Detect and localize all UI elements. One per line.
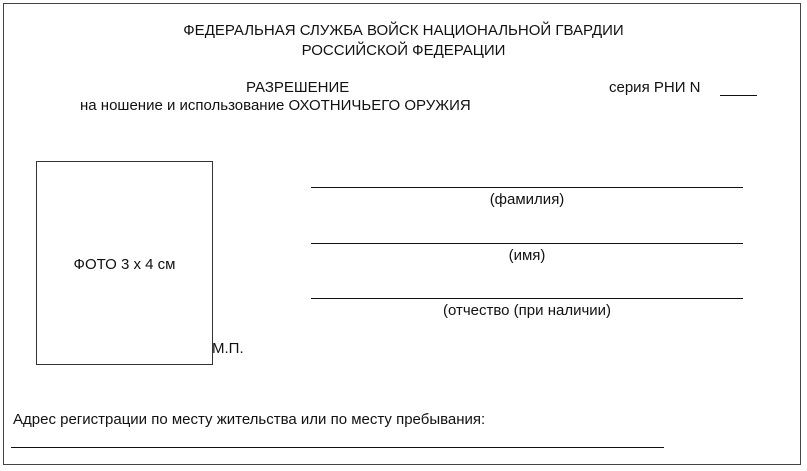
address-blank-line <box>11 447 664 448</box>
photo-placeholder <box>36 161 213 365</box>
permit-title: РАЗРЕШЕНИЕ <box>246 79 350 96</box>
agency-title-line-1: ФЕДЕРАЛЬНАЯ СЛУЖБА ВОЙСК НАЦИОНАЛЬНОЙ ГВАРДИИ <box>183 22 624 39</box>
surname-caption: (фамилия) <box>489 191 565 208</box>
patronymic-caption: (отчество (при наличии) <box>442 302 612 319</box>
series-label: серия РНИ N <box>609 79 701 96</box>
series-number-blank <box>720 95 757 96</box>
name-caption: (имя) <box>508 247 546 264</box>
permit-subtitle: на ношение и использование ОХОТНИЧЬЕГО ОРУЖИЯ <box>80 97 471 114</box>
name-blank-line <box>311 243 743 244</box>
photo-label: ФОТО 3 х 4 см <box>73 256 176 273</box>
stamp-place-label: М.П. <box>212 340 244 357</box>
patronymic-blank-line <box>311 298 743 299</box>
address-label: Адрес регистрации по месту жительства или по месту пребывания: <box>13 411 486 428</box>
agency-title-line-2: РОССИЙСКОЙ ФЕДЕРАЦИИ <box>301 42 506 59</box>
surname-blank-line <box>311 187 743 188</box>
